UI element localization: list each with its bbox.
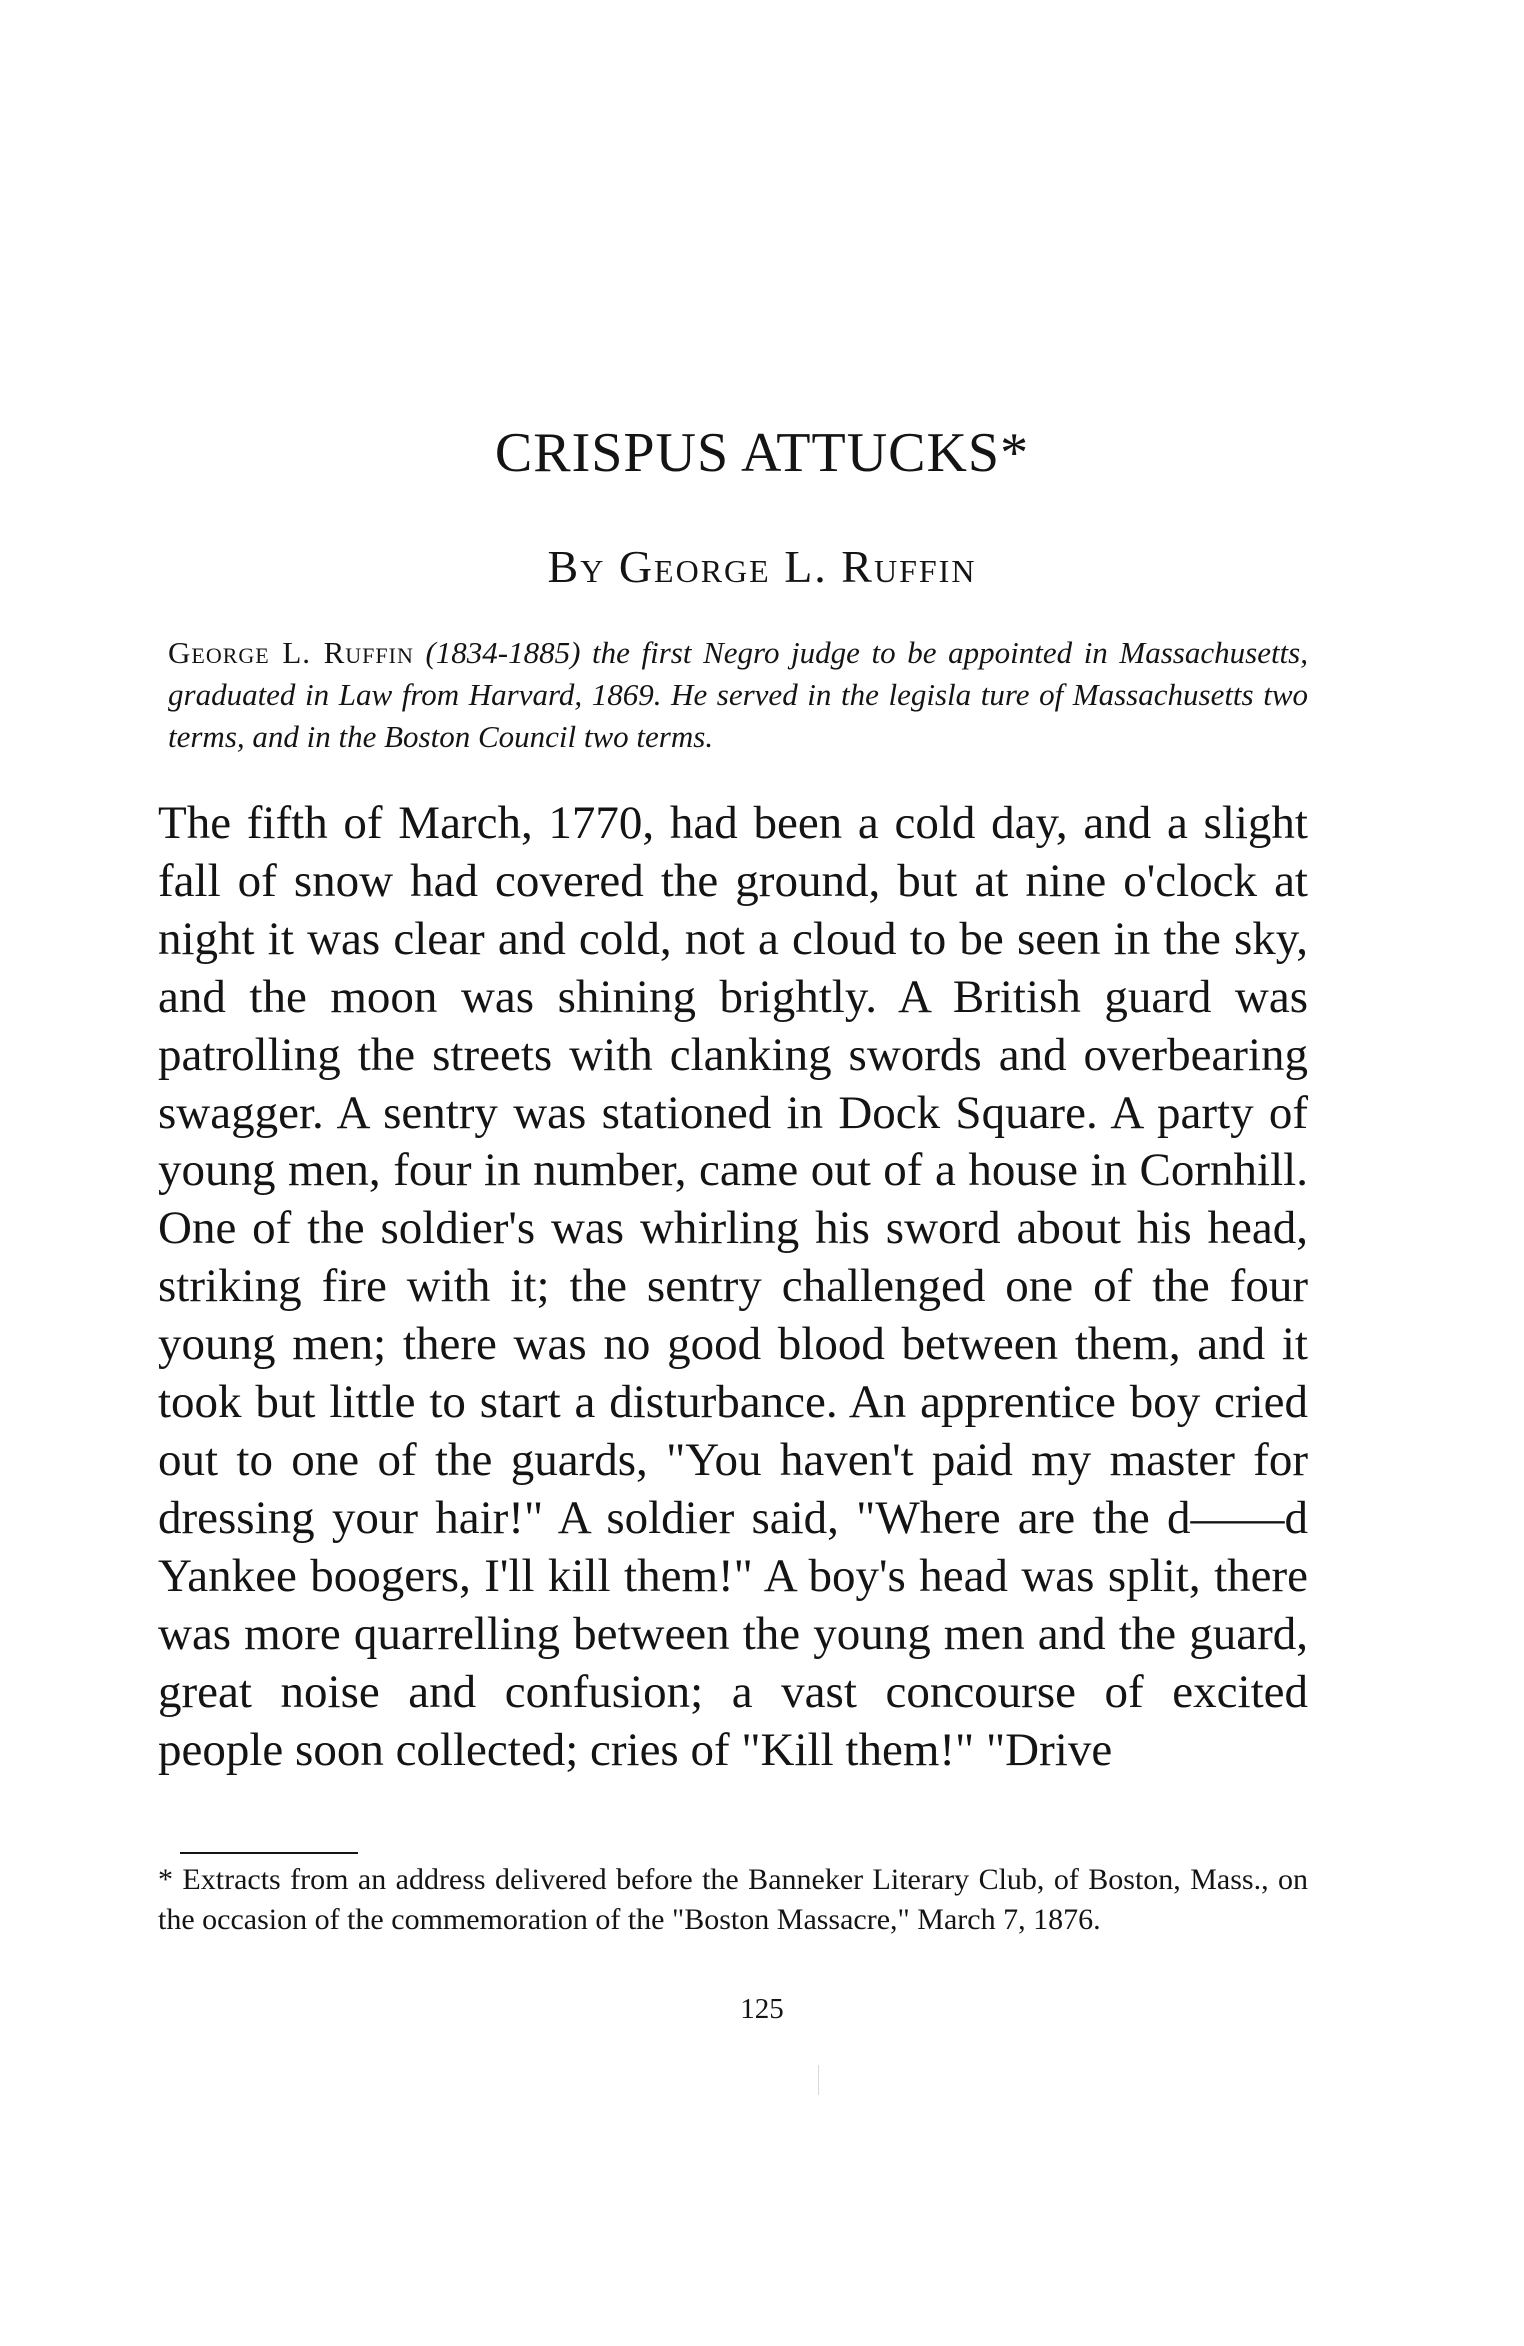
author-bio	[168, 632, 1308, 758]
footnote-divider	[180, 1852, 358, 1854]
bio-author-name: George L. Ruffin	[168, 635, 414, 670]
page-number: 125	[740, 1993, 784, 2025]
author-byline: By George L. Ruffin	[547, 541, 977, 592]
bio-text: (1834-1885) the first Negro judge to be appointed in Massachusetts, graduated in Law from Harvard, 1869. He served in the legisla ture of Massachusetts two terms, and in the Boston Council two terms.	[168, 635, 1308, 754]
body-paragraph: The fifth of March, 1770, had been a cold day, and a slight fall of snow had covered the ground, but at nine o'clock at night it was clear and cold, not a cloud to be seen in the sky, and the moon was shining brightly. A British guard was patrolling the streets with clanking swords and overbearing swagger. A sentry was stationed in Dock Square. A party of young men, four in number, came out of a house in Cornhill. One of the soldier's was whirling his sword about his head, striking fire with it; the sentry challenged one of the four young men; there was no good blood between them, and it took but little to start a disturbance. An apprentice boy cried out to one of the guards, "You haven't paid my master for dressing your hair!" A soldier said, "Where are the d——d Yankee boogers, I'll kill them!" A boy's head was split, there was more quarrelling between the young men and the guard, great noise and confusion; a vast concourse of excited people soon collected; cries of "Kill them!" "Drive	[158, 797, 1308, 1776]
footnote: * Extracts from an address delivered before the Banneker Literary Club, of Boston, Mass., on the occasion of the commemoration of the "Boston Massacre," March 7, 1876.	[158, 1863, 1308, 1936]
chapter-title: CRISPUS ATTUCKS*	[494, 422, 1030, 484]
scan-artifact-mark	[818, 2065, 819, 2095]
